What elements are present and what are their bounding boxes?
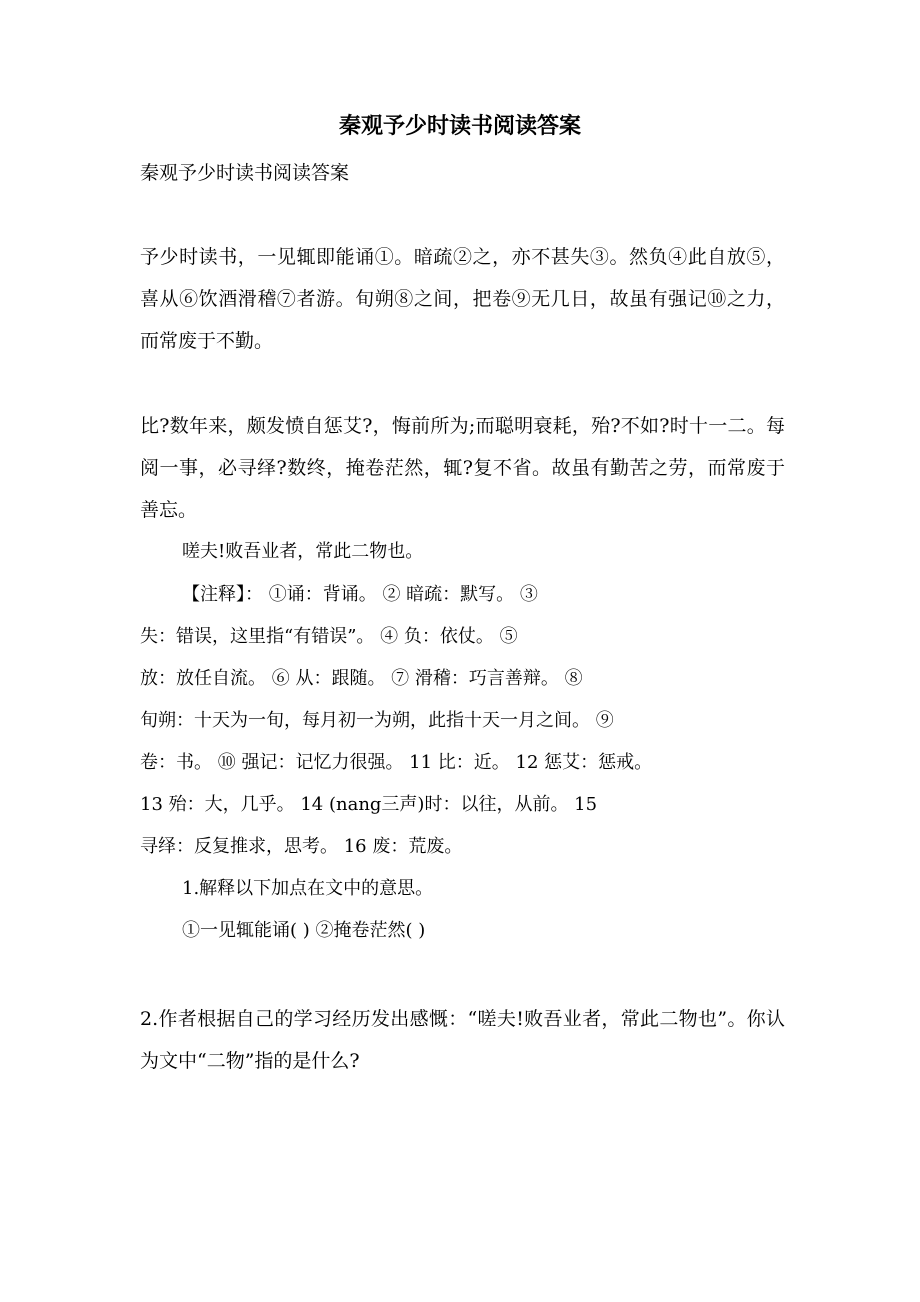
document-subtitle: 秦观予少时读书阅读答案 [140,162,350,184]
notes-line: 13 殆：大，几乎。 14 (nang三声)时：以往，从前。 15 [140,794,598,815]
question-1: 1.解释以下加点在文中的意思。 [182,878,434,899]
passage-exclamation: 嗟夫!败吾业者，常此二物也。 [182,541,424,562]
notes-line: 【注释】： ①诵：背诵。 ② 暗疏：默写。 ③ [182,584,538,605]
question-2: 2.作者根据自己的学习经历发出感慨：“嗟夫!败吾业者，常此二物也”。你认为文中“二物”指的是什么? [140,1008,785,1072]
passage-paragraph-2: 比?数年来，颇发愤自惩艾?，悔前所为;而聪明衰耗，殆?不如?时十一二。每阅一事，必寻绎?数终，掩卷茫然，辄?复不省。故虽有勤苦之劳，而常废于善忘。 [140,415,785,521]
page-title: 秦观予少时读书阅读答案 [338,113,581,139]
notes-line: 失：错误，这里指“有错误”。 ④ 负：依仗。 ⑤ [140,626,518,647]
notes-line: 旬朔：十天为一旬，每月初一为朔，此指十天一月之间。 ⑨ [140,710,614,731]
notes-line: 寻绎：反复推求，思考。 16 废：荒废。 [140,836,463,857]
passage-paragraph-1: 予少时读书，一见辄即能诵①。暗疏②之，亦不甚失③。然负④此自放⑤，喜从⑥饮酒滑稽⑦者游。旬朔⑧之间，把卷⑨无几日，故虽有强记⑩之力，而常废于不勤。 [140,246,785,352]
question-1-items: ①一见辄能诵( ) ②掩卷茫然( ) [182,920,426,941]
notes-line: 卷：书。 ⑩ 强记：记忆力很强。 11 比：近。 12 惩艾：惩戒。 [140,752,653,773]
notes-line: 放：放任自流。 ⑥ 从：跟随。 ⑦ 滑稽：巧言善辩。 ⑧ [140,668,583,689]
